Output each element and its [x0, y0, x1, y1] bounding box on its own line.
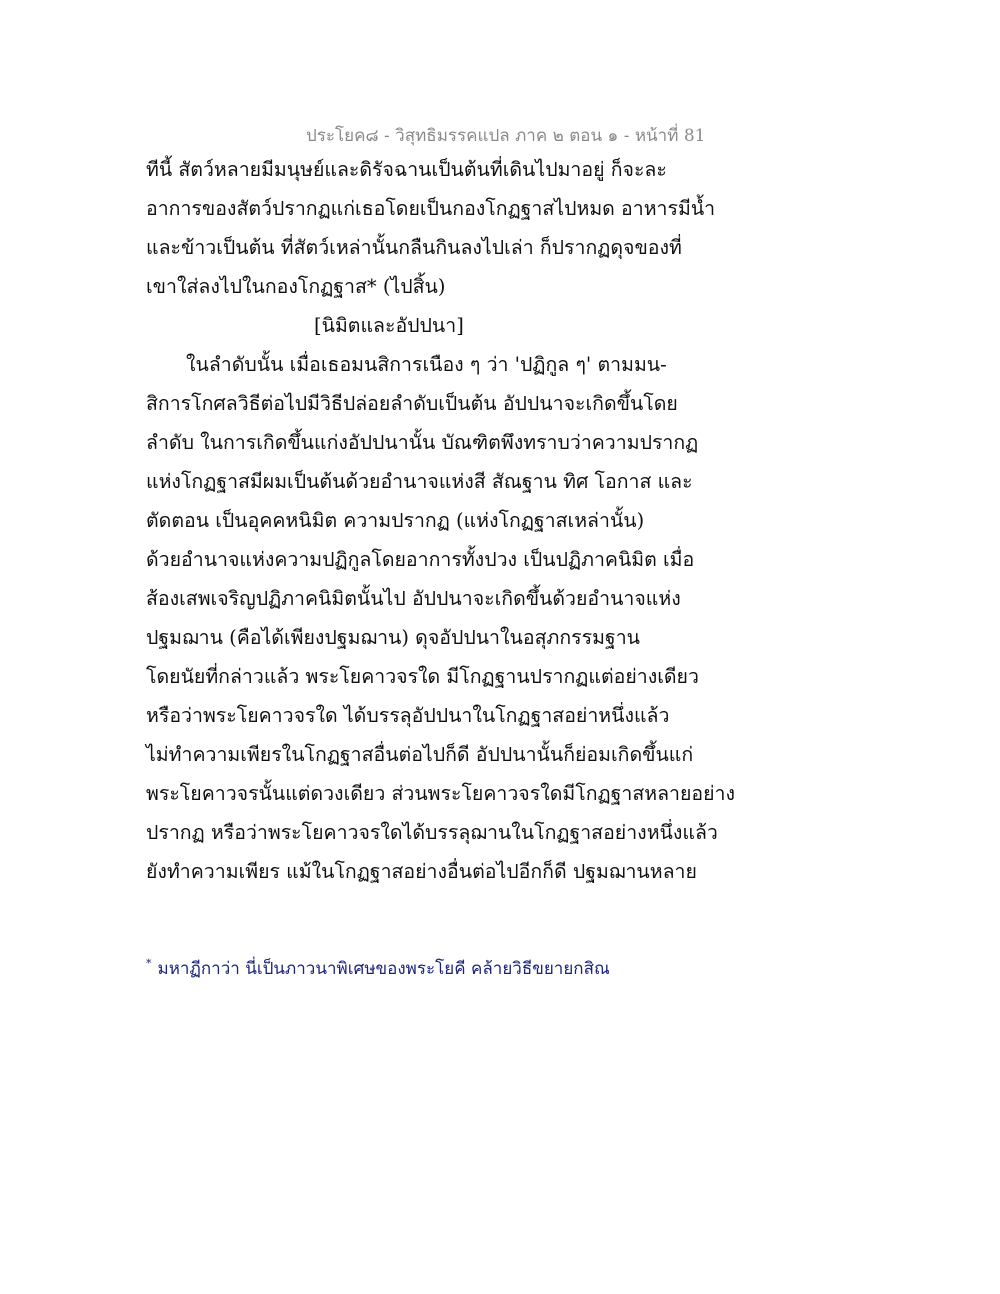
running-header: ประโยค๘ - วิสุทธิมรรคแปล ภาค ๒ ตอน ๑ - หน้าที่ 81	[306, 126, 706, 146]
footnote	[146, 955, 746, 982]
paragraph-line-11: ไม่ทำความเพียรในโกฏฐาสอื่นต่อไปก็ดี อัปปนานั้นก็ย่อมเกิดขึ้นแก่	[146, 743, 694, 766]
body-line-4: เขาใส่ลงไปในกองโกฏฐาส* (ไปสิ้น)	[146, 275, 446, 298]
body-text	[146, 150, 736, 891]
body-line-1: ทีนี้ สัตว์หลายมีมนุษย์และดิรัจฉานเป็นต้นที่เดินไปมาอยู่ ก็จะละ	[146, 158, 667, 181]
paragraph-line-6: ด้วยอำนาจแห่งความปฏิกูลโดยอาการทั้งปวง เป็นปฏิภาคนิมิต เมื่อ	[146, 548, 695, 571]
body-line-2: อาการของสัตว์ปรากฏแก่เธอโดยเป็นกองโกฏฐาสไปหมด อาหารมีน้ำ	[146, 197, 716, 220]
body-line-3: และข้าวเป็นต้น ที่สัตว์เหล่านั้นกลืนกินลงไปเล่า ก็ปรากฏดุจของที่	[146, 236, 682, 259]
paragraph-line-8: ปฐมฌาน (คือได้เพียงปฐมฌาน) ดุจอัปปนาในอสุภกรรมฐาน	[146, 626, 640, 649]
paragraph-line-5: ตัดตอน เป็นอุคคหนิมิต ความปรากฏ (แห่งโกฏฐาสเหล่านั้น)	[146, 509, 645, 532]
footnote-text: มหาฏีกาว่า นี่เป็นภาวนาพิเศษของพระโยคี คล้ายวิธีขยายกสิณ	[157, 959, 610, 979]
paragraph-line-14: ยังทำความเพียร แม้ในโกฏฐาสอย่างอื่นต่อไปอีกก็ดี ปฐมฌานหลาย	[146, 860, 697, 883]
paragraph-line-13: ปรากฏ หรือว่าพระโยคาวจรใดได้บรรลุฌานในโกฏฐาสอย่างหนึ่งแล้ว	[146, 821, 718, 844]
footnote-marker: *	[146, 957, 152, 971]
paragraph-line-7: ส้องเสพเจริญปฏิภาคนิมิตนั้นไป อัปปนาจะเกิดขึ้นด้วยอำนาจแห่ง	[146, 587, 681, 610]
paragraph-line-1: ในลำดับนั้น เมื่อเธอมนสิการเนือง ๆ ว่า 'ปฏิกูล ๆ' ตามมน-	[186, 353, 667, 376]
paragraph-line-3: ลำดับ ในการเกิดขึ้นแก่งอัปปนานั้น บัณฑิตพึงทราบว่าความปรากฏ	[146, 431, 699, 454]
section-heading: [นิมิตและอัปปนา]	[314, 314, 464, 337]
paragraph-line-2: สิการโกศลวิธีต่อไปมีวิธีปล่อยลำดับเป็นต้น อัปปนาจะเกิดขึ้นโดย	[146, 392, 678, 415]
paragraph-line-10: หรือว่าพระโยคาวจรใด ได้บรรลุอัปปนาในโกฏฐาสอย่าหนึ่งแล้ว	[146, 704, 670, 727]
paragraph-line-9: โดยนัยที่กล่าวแล้ว พระโยคาวจรใด มีโกฏฐานปรากฏแต่อย่างเดียว	[146, 665, 699, 688]
paragraph-line-4: แห่งโกฏฐาสมีผมเป็นต้นด้วยอำนาจแห่งสี สัณฐาน ทิศ โอกาส และ	[146, 470, 693, 493]
paragraph-line-12: พระโยคาวจรนั้นแต่ดวงเดียว ส่วนพระโยคาวจรใดมีโกฏฐาสหลายอย่าง	[146, 782, 736, 805]
